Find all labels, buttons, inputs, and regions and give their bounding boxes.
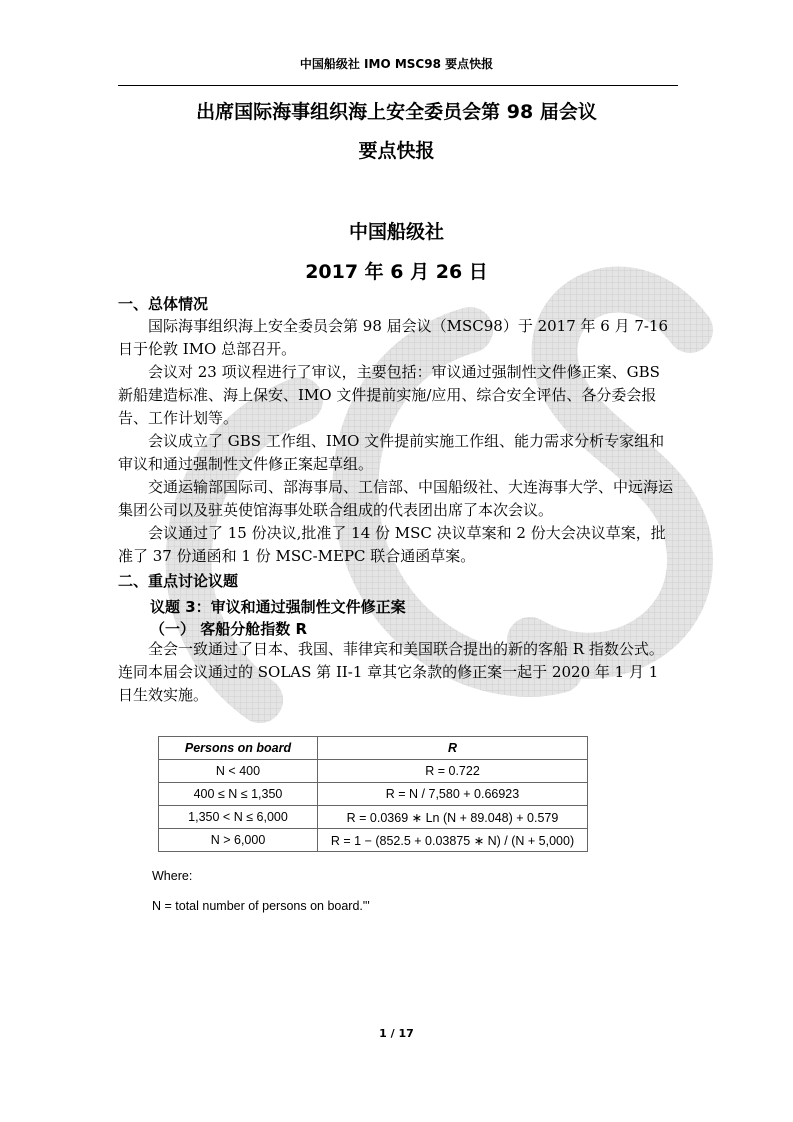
column-header: Persons on board	[159, 737, 318, 760]
table-note-where: Where:	[152, 869, 193, 883]
doc-title-line2: 要点快报	[358, 140, 435, 162]
section1-paragraph: 会议成立了 GBS 工作组、IMO 文件提前实施工作组、能力需求分析专家组和审议和通过强制性文件修正案起草组。	[118, 432, 665, 473]
table-row	[159, 829, 588, 852]
section1-paragraph: 会议对 23 项议程进行了审议，主要包括：审议通过强制性文件修正案、GBS 新船建造标准、海上保安、IMO 文件提前实施/应用、综合安全评估、各分委会报告、工作计划等。	[118, 363, 660, 427]
section1-paragraph: 会议通过了 15 份决议,批准了 14 份 MSC 决议草案和 2 份大会决议草案，批准了 37 份通函和 1 份 MSC-MEPC 联合通函草案。	[118, 524, 666, 565]
table-cell: 400 ≤ N ≤ 1,350	[159, 783, 318, 806]
section1-body	[118, 315, 678, 568]
table-cell: R = 1 − (852.5 + 0.03875 ∗ N) / (N + 5,000)	[318, 829, 588, 852]
doc-title-line1: 出席国际海事组织海上安全委员会第 98 届会议	[196, 101, 597, 123]
r-index-table	[158, 736, 588, 852]
section2-paragraph: 全会一致通过了日本、我国、菲律宾和美国联合提出的新的客船 R 指数公式。连同本届会议通过的 SOLAS 第 II-1 章其它条款的修正案一起于 2020 年 1 月 1 日生效实施。	[118, 640, 664, 704]
table-cell: R = 0.722	[318, 760, 588, 783]
doc-date: 2017 年 6 月 26 日	[305, 261, 488, 283]
table-row	[159, 760, 588, 783]
table-cell: N < 400	[159, 760, 318, 783]
table-cell: 1,350 < N ≤ 6,000	[159, 806, 318, 829]
section2-heading: 二、重点讨论议题	[118, 572, 239, 590]
doc-org: 中国船级社	[348, 221, 444, 243]
running-header: 中国船级社 IMO MSC98 要点快报	[299, 57, 494, 71]
section2-body	[118, 638, 678, 707]
section1-heading: 一、总体情况	[118, 295, 209, 313]
table-cell: R = 0.0369 ∗ Ln (N + 89.048) + 0.579	[318, 806, 588, 829]
page-number: 1 / 17	[379, 1027, 414, 1040]
subsection-heading: （一） 客船分舱指数 R	[150, 620, 307, 638]
section1-paragraph: 交通运输部国际司、部海事局、工信部、中国船级社、大连海事大学、中远海运集团公司以及驻英使馆海事处联合组成的代表团出席了本次会议。	[118, 478, 674, 519]
table-note-definition: N = total number of persons on board."'	[152, 899, 370, 913]
table-header-row	[159, 737, 588, 760]
table-cell: R = N / 7,580 + 0.66923	[318, 783, 588, 806]
table-row	[159, 783, 588, 806]
header-rule	[118, 85, 678, 86]
agenda-title: 议题 3：审议和通过强制性文件修正案	[150, 598, 406, 616]
table-cell: N > 6,000	[159, 829, 318, 852]
table-row	[159, 806, 588, 829]
column-header: R	[318, 737, 588, 760]
section1-paragraph: 国际海事组织海上安全委员会第 98 届会议（MSC98）于 2017 年 6 月 7-16 日于伦敦 IMO 总部召开。	[118, 317, 669, 358]
